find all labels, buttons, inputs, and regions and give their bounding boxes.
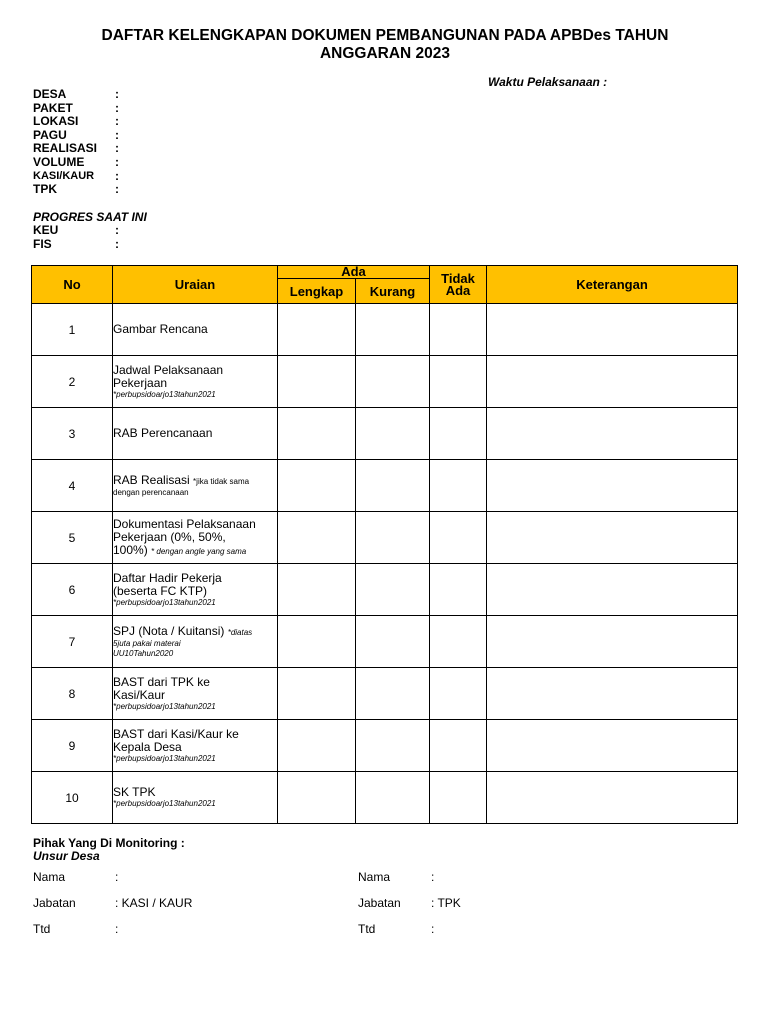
cell-lengkap[interactable] [278,356,356,408]
cell-kurang[interactable] [356,356,430,408]
table-row [32,720,738,772]
uraian-inline-note: *jika tidak sama [193,476,250,486]
table-row [32,668,738,720]
cell-keterangan[interactable] [487,720,738,772]
field-colon: : [115,87,119,101]
field-label: LOKASI [33,114,79,129]
field-keu [33,224,127,238]
waktu-pelaksanaan-label: Waktu Pelaksanaan : [488,75,608,89]
table-row [32,304,738,356]
field-volume [33,156,127,170]
field-colon: : [115,127,119,142]
title-line-1: DAFTAR KELENGKAPAN DOKUMEN PEMBANGUNAN PADA APBDes TAHUN [101,27,669,44]
cell-keterangan[interactable] [487,408,738,460]
sign-right-jabatan-value: : TPK [431,896,461,910]
table-row [32,772,738,824]
field-label: REALISASI [33,141,98,156]
uraian-text: Kasi/Kaur [113,687,166,702]
uraian-text: (beserta FC KTP) [113,583,208,598]
row-no: 1 [32,304,113,356]
sign-right-ttd-label: Ttd [358,922,376,936]
field-label: PAKET [33,100,73,115]
row-no: 9 [32,720,113,772]
table-row [32,356,738,408]
uraian-text: BAST dari TPK ke [113,674,210,689]
field-kasi-kaur [33,170,127,184]
unsur-desa-label: Unsur Desa [33,849,100,863]
field-label: DESA [33,87,67,101]
cell-tidak-ada[interactable] [430,356,487,408]
field-fis [33,238,127,252]
header-keterangan: Keterangan [487,266,738,304]
uraian-text: SK TPK [113,785,156,799]
header-tidak-line1: Tidak [441,270,475,286]
uraian-text: SPJ (Nota / Kuitansi) [113,623,225,638]
cell-tidak-ada[interactable] [430,564,487,616]
sign-left-ttd-value: : [115,922,119,936]
cell-keterangan[interactable] [487,772,738,824]
field-label: KEU [33,223,59,237]
cell-kurang[interactable] [356,304,430,356]
cell-lengkap[interactable] [278,460,356,512]
cell-kurang[interactable] [356,512,430,564]
field-colon: : [115,182,119,197]
uraian-text: BAST dari Kasi/Kaur ke [113,726,239,741]
row-uraian [113,720,278,772]
cell-lengkap[interactable] [278,772,356,824]
cell-tidak-ada[interactable] [430,772,487,824]
field-label: VOLUME [33,154,85,169]
table-row [32,564,738,616]
row-uraian [113,512,278,564]
title-line-2: ANGGARAN 2023 [319,45,451,62]
field-colon: : [115,141,119,156]
cell-keterangan[interactable] [487,356,738,408]
row-no: 4 [32,460,113,512]
uraian-text: Jadwal Pelaksanaan [113,362,224,377]
field-label: TPK [33,182,57,197]
header-lengkap: Lengkap [278,279,356,304]
sign-left-ttd-label: Ttd [33,922,51,936]
cell-kurang[interactable] [356,668,430,720]
sign-left-jabatan-label: Jabatan [33,896,76,910]
uraian-text: Pekerjaan (0%, 50%, [113,529,226,544]
header-tidak-line2: Ada [445,282,471,298]
field-colon: : [115,154,119,169]
cell-kurang[interactable] [356,460,430,512]
cell-kurang[interactable] [356,772,430,824]
uraian-text: 100%) [113,542,148,557]
sign-right-nama-value: : [431,870,435,884]
table-row [32,512,738,564]
progres-fields [33,224,127,251]
cell-tidak-ada[interactable] [430,720,487,772]
row-uraian [113,304,278,356]
row-uraian [113,668,278,720]
table-row [32,460,738,512]
uraian-text: Pekerjaan [113,375,168,390]
row-uraian [113,460,278,512]
table-row [32,408,738,460]
row-uraian [113,356,278,408]
uraian-note: *perbupsidoarjo13tahun2021 [113,799,216,808]
field-lokasi [33,115,127,129]
field-pagu [33,129,127,143]
cell-keterangan[interactable] [487,460,738,512]
cell-tidak-ada[interactable] [430,668,487,720]
cell-lengkap[interactable] [278,512,356,564]
cell-kurang[interactable] [356,616,430,668]
uraian-note: UU10Tahun2020 [113,648,174,658]
cell-lengkap[interactable] [278,720,356,772]
field-desa [33,88,127,102]
field-tpk [33,183,127,197]
uraian-text: Dokumentasi Pelaksanaan [113,516,256,531]
cell-tidak-ada[interactable] [430,408,487,460]
row-no: 8 [32,668,113,720]
sign-left-nama-value: : [115,870,119,884]
field-paket [33,102,127,116]
cell-tidak-ada[interactable] [430,304,487,356]
row-uraian [113,408,278,460]
row-uraian [113,616,278,668]
uraian-inline-note: *diatas [227,627,253,637]
header-kurang: Kurang [356,279,430,304]
cell-lengkap[interactable] [278,616,356,668]
field-label: KASI/KAUR [33,169,95,182]
field-realisasi [33,142,127,156]
header-no: No [32,266,113,304]
field-colon: : [115,114,119,129]
header-ada: Ada [278,266,430,279]
uraian-note: *perbupsidoarjo13tahun2021 [113,753,216,763]
row-uraian [113,772,278,824]
cell-lengkap[interactable] [278,564,356,616]
field-colon: : [115,100,119,115]
uraian-inline-note: * dengan angle yang sama [151,546,247,556]
row-no: 5 [32,512,113,564]
progres-label: PROGRES SAAT INI [33,210,147,224]
field-label: FIS [33,236,52,251]
cell-keterangan[interactable] [487,512,738,564]
uraian-note: *perbupsidoarjo13tahun2021 [113,597,216,607]
cell-tidak-ada[interactable] [430,460,487,512]
header-fields [33,88,127,197]
sign-left-nama-label: Nama [33,870,66,884]
cell-tidak-ada[interactable] [430,512,487,564]
cell-keterangan[interactable] [487,616,738,668]
uraian-text: Gambar Rencana [113,322,208,336]
cell-kurang[interactable] [356,408,430,460]
cell-kurang[interactable] [356,720,430,772]
row-uraian [113,564,278,616]
uraian-note: *perbupsidoarjo13tahun2021 [113,389,216,399]
document-title [40,27,730,63]
cell-keterangan[interactable] [487,564,738,616]
row-no: 10 [32,772,113,824]
uraian-text: RAB Perencanaan [113,426,213,440]
uraian-text: RAB Realisasi [113,472,190,487]
cell-kurang[interactable] [356,564,430,616]
sign-right-ttd-value: : [431,922,435,936]
uraian-text: Kepala Desa [113,739,182,754]
field-colon: : [115,223,119,237]
field-label: PAGU [33,127,67,142]
sign-right-jabatan-label: Jabatan [358,896,401,910]
cell-lengkap[interactable] [278,668,356,720]
field-colon: : [115,236,119,251]
cell-lengkap[interactable] [278,304,356,356]
table-row [32,616,738,668]
header-uraian: Uraian [113,266,278,304]
cell-tidak-ada[interactable] [430,616,487,668]
cell-keterangan[interactable] [487,304,738,356]
sign-right-nama-label: Nama [358,870,391,884]
uraian-note: dengan perencanaan [113,487,189,497]
row-no: 2 [32,356,113,408]
uraian-text: Daftar Hadir Pekerja [113,570,222,585]
cell-lengkap[interactable] [278,408,356,460]
uraian-note: 5juta pakai materai [113,638,181,648]
pihak-monitoring-label: Pihak Yang Di Monitoring : [33,836,185,850]
row-no: 7 [32,616,113,668]
row-no: 6 [32,564,113,616]
field-colon: : [115,168,119,183]
uraian-note: *perbupsidoarjo13tahun2021 [113,701,216,711]
header-tidak-ada [430,266,487,304]
cell-keterangan[interactable] [487,668,738,720]
checklist-table [31,265,738,824]
row-no: 3 [32,408,113,460]
sign-left-jabatan-value: : KASI / KAUR [115,896,193,910]
